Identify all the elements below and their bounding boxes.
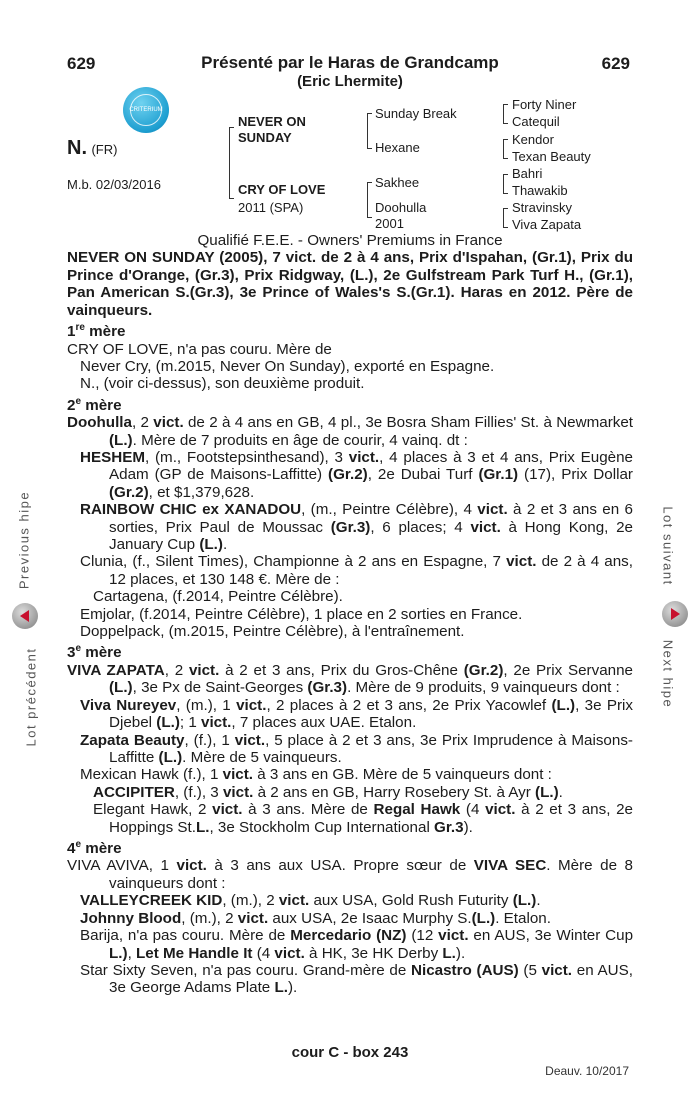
pedigree-ggdam-1: Catequil xyxy=(512,114,560,129)
pedigree-ggsire-3: Bahri xyxy=(512,166,543,181)
section-first-dam: 1re mère xyxy=(67,322,126,341)
produce-emjolar: Emjolar, (f.2014, Peintre Célèbre), 1 place en 2 sorties en France. xyxy=(80,605,523,623)
horse-country: (FR) xyxy=(91,142,118,157)
pedigree-ggdam-3: Thawakib xyxy=(512,183,568,198)
pedigree-bracket-g4 xyxy=(503,208,508,228)
arrow-right-icon xyxy=(662,601,688,627)
box-location: cour C - box 243 xyxy=(291,1044,409,1061)
produce-johnny-blood: Johnny Blood, (m.), 2 vict. aux USA, 2e Isaac Murphy S.(L.). Etalon. xyxy=(80,909,551,927)
pedigree-dam: CRY OF LOVE xyxy=(238,182,326,197)
criterium-logo xyxy=(123,87,169,133)
catalogue-body xyxy=(67,232,633,997)
horse-name-block xyxy=(67,137,117,160)
first-dam-produce-2: N., (voir ci-dessus), son deuxième produit. xyxy=(80,375,365,393)
pedigree-dam-dam-year: 2001 xyxy=(375,216,404,231)
pedigree-bracket-g2 xyxy=(503,139,508,159)
produce-elegant-hawk: Elegant Hawk, 2 vict. à 3 ans. Mère de Regal Hawk (4 vict. à 2 et 3 ans, 2e Hoppings St.L., 3e Stockholm Cup International Gr.3). xyxy=(93,801,633,836)
produce-cartagena: Cartagena, (f.2014, Peintre Célèbre). xyxy=(93,588,343,606)
produce-heshem: HESHEM, (m., Footstepsinthesand), 3 vict., 4 places à 3 et 4 ans, Prix Eugène Adam (GP de Maisons-Laffitte) (Gr.2), 2e Dubai Turf (Gr.1) (17), Prix Dollar (Gr.2), et $1,379,628. xyxy=(80,449,633,501)
pedigree-sire-dam: Hexane xyxy=(375,140,420,155)
produce-viva-nureyev: Viva Nureyev, (m.), 1 vict., 2 places à 2 et 3 ans, 2e Prix Yacowlef (L.), 3e Prix Djebel (L.); 1 vict., 7 places aux UAE. Etalon. xyxy=(80,696,634,732)
produce-mexican-hawk: Mexican Hawk (f.), 1 vict. à 3 ans en GB. Mère de 5 vainqueurs dont : xyxy=(80,766,552,784)
section-fourth-dam: 4e mère xyxy=(67,839,122,858)
pedigree-ggdam-2: Texan Beauty xyxy=(512,149,591,164)
pedigree-ggsire-4: Stravinsky xyxy=(512,200,572,215)
pedigree-ggdam-4: Viva Zapata xyxy=(512,217,582,232)
fourth-dam-text: VIVA AVIVA, 1 vict. à 3 ans aux USA. Propre sœur de VIVA SEC. Mère de 8 vainqueurs dont : xyxy=(67,857,633,892)
pedigree-sire-sire: Sunday Break xyxy=(375,106,457,121)
third-dam-text: VIVA ZAPATA, 2 vict. à 2 et 3 ans, Prix du Gros-Chêne (Gr.2), 2e Prix Servanne (L.), 3e Px de Saint-Georges (Gr.3). Mère de 9 produits, 9 vainqueurs dont : xyxy=(67,661,633,697)
pedigree-bracket-dam xyxy=(367,182,372,218)
produce-star-sixty-seven: Star Sixty Seven, n'a pas couru. Grand-mère de Nicastro (AUS) (5 vict. en AUS, 3e George Adams Plate L.). xyxy=(80,961,633,997)
second-dam-text: Doohulla, 2 vict. de 2 à 4 ans en GB, 4 pl., 3e Bosra Sham Fillies' St. à Newmarket (L.). Mère de 7 produits en âge de courir, 4 vainq. dt : xyxy=(67,414,634,449)
lot-number-left: 629 xyxy=(67,54,96,73)
produce-barija: Barija, n'a pas couru. Mère de Mercedario (NZ) (12 vict. en AUS, 3e Winter Cup L.), Let Me Handle It (4 vict. à HK, 3e HK Derby L.). xyxy=(80,927,634,962)
next-lot-label[interactable]: Lot suivant xyxy=(660,506,676,586)
sire-description: NEVER ON SUNDAY (2005), 7 vict. de 2 à 4 ans, Prix d'Ispahan, (Gr.1), Prix du Prince d'Orange, (Gr.3), Prix Ridgway, (L.), 2e Gulfstream Park Turf H., (Gr.1), Pan American S.(Gr.3), 3e Prince of Wales's S.(Gr.1). Haras en 2012. Père de vainqueurs. xyxy=(67,249,633,319)
produce-doppelpack: Doppelpack, (m.2015, Peintre Célèbre), à l'entraînement. xyxy=(80,623,465,641)
produce-clunia: Clunia, (f., Silent Times), Championne à 2 ans en Espagne, 7 vict. de 2 à 4 ans, 12 places, et 130 148 €. Mère de : xyxy=(80,553,633,588)
next-hipe-label[interactable]: Next hipe xyxy=(660,639,676,709)
horse-birth: M.b. 02/03/2016 xyxy=(67,177,161,192)
pedigree-bracket-g3 xyxy=(503,174,508,194)
produce-accipiter: ACCIPITER, (f.), 3 vict. à 2 ans en GB, Harry Rosebery St. à Ayr (L.). xyxy=(93,783,563,801)
section-third-dam: 3e mère xyxy=(67,643,122,662)
previous-lot-label[interactable]: Lot précédent xyxy=(23,647,39,747)
pedigree-dam-info: 2011 (SPA) xyxy=(238,200,304,215)
lot-number-right: 629 xyxy=(601,54,630,73)
pedigree-bracket-g1 xyxy=(503,104,508,124)
consignor-subtitle: (Eric Lhermite) xyxy=(297,73,403,90)
next-arrow-button[interactable] xyxy=(662,601,688,627)
pedigree-sire: NEVER ON SUNDAY xyxy=(238,114,306,145)
consignor-title: Présenté par le Haras de Grandcamp xyxy=(201,53,499,72)
produce-valleycreek-kid: VALLEYCREEK KID, (m.), 2 vict. aux USA, Gold Rush Futurity (L.). xyxy=(80,892,541,910)
pedigree-bracket-main xyxy=(229,127,234,199)
first-dam-text: CRY OF LOVE, n'a pas couru. Mère de xyxy=(67,340,332,358)
logo-text: CRITERIUM xyxy=(129,106,163,113)
pedigree-ggsire-2: Kendor xyxy=(512,132,554,147)
previous-arrow-button[interactable] xyxy=(12,603,38,629)
pedigree-ggsire-1: Forty Niner xyxy=(512,97,577,112)
first-dam-produce-1: Never Cry, (m.2015, Never On Sunday), exporté en Espagne. xyxy=(80,357,495,375)
pedigree-bracket-sire xyxy=(367,113,372,149)
pedigree-dam-sire: Sakhee xyxy=(375,175,420,190)
qualification-line: Qualifié F.E.E. - Owners' Premiums in France xyxy=(197,232,503,249)
produce-zapata-beauty: Zapata Beauty, (f.), 1 vict., 5 place à 2 et 3 ans, 3e Prix Imprudence à Maisons-Laffitte (L.). Mère de 5 vainqueurs. xyxy=(80,731,633,766)
horse-name: N. xyxy=(67,137,87,159)
previous-hipe-label[interactable]: Previous hipe xyxy=(16,490,32,590)
edition-date: Deauv. 10/2017 xyxy=(545,1064,629,1078)
produce-rainbow-chic: RAINBOW CHIC ex XANADOU, (m., Peintre Célèbre), 4 vict. à 2 et 3 ans en 6 sorties, Prix Paul de Moussac (Gr.3), 6 places; 4 vict. à Hong Kong, 2e January Cup (L.). xyxy=(80,501,634,554)
pedigree-dam-dam: Doohulla xyxy=(375,200,427,215)
section-second-dam: 2e mère xyxy=(67,395,122,414)
arrow-left-icon xyxy=(12,603,38,629)
